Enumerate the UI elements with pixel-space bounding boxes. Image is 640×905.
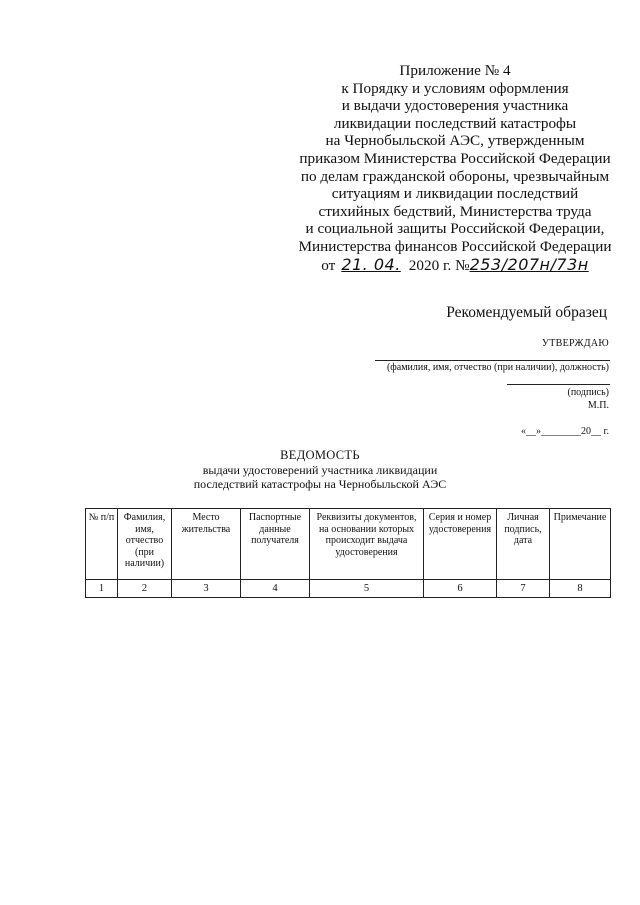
approval-date-template: «__»________20__ г. <box>521 426 609 437</box>
handwritten-order-number: 253/207н/73н <box>469 254 589 274</box>
approve-label: УТВЕРЖДАЮ <box>541 338 609 349</box>
column-number-cell: 1 <box>86 580 118 598</box>
header-cell-signature-date: Личная подпись, дата <box>497 509 550 580</box>
annex-line: Министерства финансов Российской Федерации <box>298 237 612 255</box>
fio-signature-line <box>375 360 610 361</box>
signature-caption: (подпись) <box>567 387 609 398</box>
annex-line: стихийных бедствий, Министерства труда <box>318 202 592 220</box>
annex-line: и выдачи удостоверения участника <box>341 97 569 115</box>
title-line-1: ВЕДОМОСТЬ <box>280 448 360 462</box>
column-number-cell: 3 <box>172 580 241 598</box>
table-header-row <box>86 509 611 580</box>
header-cell-full-name: Фамилия, имя, отчество (при наличии) <box>118 509 172 580</box>
year-text: 2020 г. № <box>408 256 470 274</box>
header-cell-note: Примечание <box>550 509 611 580</box>
annex-line: по делам гражданской обороны, чрезвычайным <box>300 167 610 185</box>
annex-line: приказом Министерства Российской Федерации <box>299 149 611 167</box>
fio-caption: (фамилия, имя, отчество (при наличии), должность) <box>386 362 609 373</box>
column-number-cell: 5 <box>310 580 424 598</box>
column-number-cell: 7 <box>497 580 550 598</box>
title-line-3: последствий катастрофы на Чернобыльской АЭС <box>193 477 447 491</box>
annex-line: Приложение № 4 <box>399 62 511 79</box>
header-cell-certificate-number: Серия и номер удостоверения <box>424 509 497 580</box>
stamp-place-label: М.П. <box>587 400 609 411</box>
header-cell-number: № п/п <box>86 509 118 580</box>
column-number-cell: 8 <box>550 580 611 598</box>
order-date-line <box>290 256 620 275</box>
annex-line: ситуациям и ликвидации последствий <box>331 185 579 203</box>
date-prefix: от <box>321 256 336 274</box>
header-cell-passport: Паспортные данные получателя <box>241 509 310 580</box>
column-number-cell: 4 <box>241 580 310 598</box>
header-cell-document-details: Реквизиты документов, на основании которых происходит выдача удостоверения <box>310 509 424 580</box>
header-cell-residence: Место жительства <box>172 509 241 580</box>
annex-line: к Порядку и условиям оформления <box>341 79 569 97</box>
column-number-cell: 6 <box>424 580 497 598</box>
annex-line: на Чернобыльской АЭС, утвержденным <box>325 132 585 150</box>
register-table <box>85 508 611 598</box>
recommended-sample-label: Рекомендуемый образец <box>446 304 607 321</box>
annex-line: ликвидации последствий катастрофы <box>333 114 577 132</box>
table-row <box>86 580 611 598</box>
handwritten-date: 21. 04. <box>341 254 401 274</box>
document-title <box>160 448 480 492</box>
signature-line <box>507 384 610 385</box>
annex-line: и социальной защиты Российской Федерации, <box>305 220 605 238</box>
annex-header <box>290 62 620 274</box>
title-line-2: выдачи удостоверений участника ликвидации <box>202 462 438 477</box>
column-number-cell: 2 <box>118 580 172 598</box>
